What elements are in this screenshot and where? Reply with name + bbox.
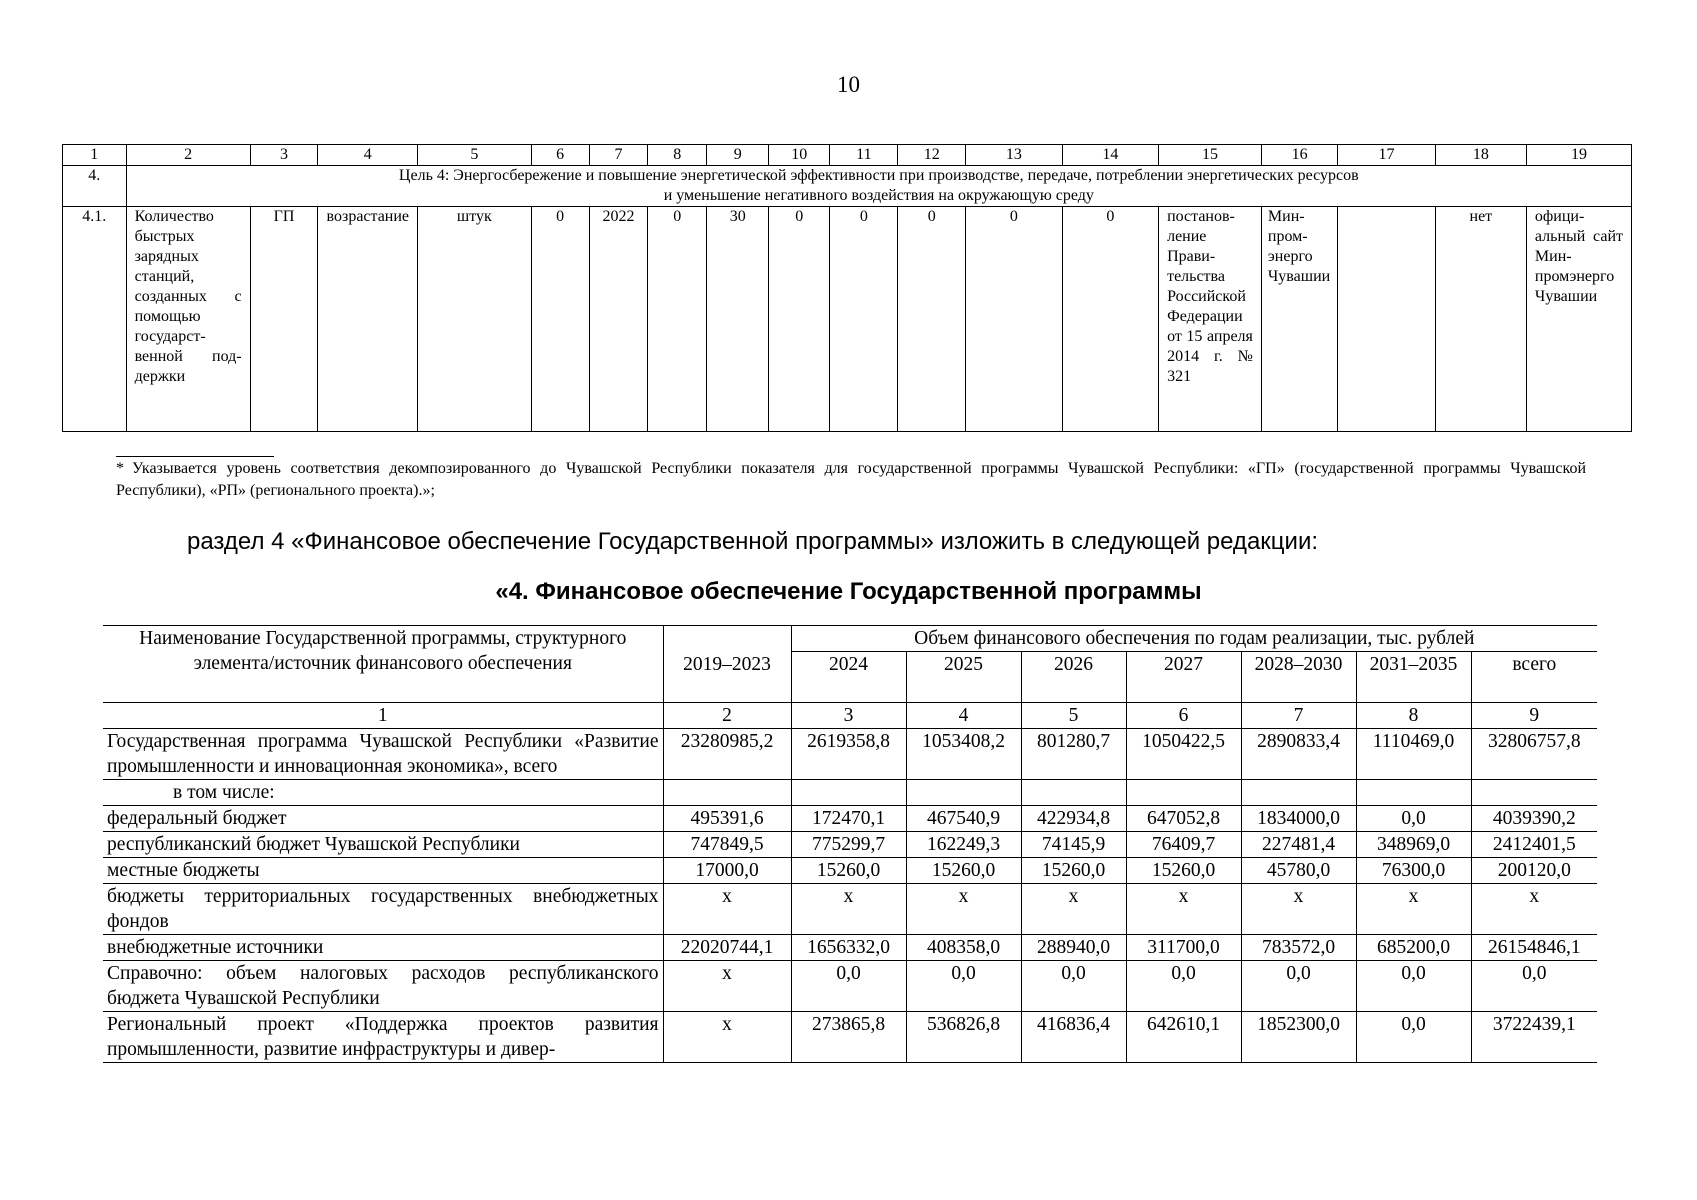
col-number: 11: [830, 145, 898, 166]
row-value: 162249,3: [906, 832, 1021, 858]
column-number-row: [63, 145, 1632, 166]
row-value: 0,0: [1471, 961, 1597, 1012]
body-paragraph: раздел 4 «Финансовое обеспечение Государственной программы» изложить в следующей редакции:: [187, 528, 1319, 555]
col-number: 2: [663, 703, 791, 729]
row-value: 1834000,0: [1241, 806, 1356, 832]
header-row-1: [103, 626, 1597, 652]
year-header: 2027: [1126, 652, 1241, 703]
row-value: 0,0: [1021, 961, 1126, 1012]
row-value: х: [663, 961, 791, 1012]
table-row: [103, 858, 1597, 884]
col-number: 7: [1241, 703, 1356, 729]
row-value: 23280985,2: [663, 729, 791, 780]
row-value: 22020744,1: [663, 935, 791, 961]
row-name: местные бюджеты: [103, 858, 663, 884]
goal-row: [63, 166, 1632, 207]
row-value: [791, 780, 906, 806]
page-number: 10: [837, 72, 860, 97]
table-row: [103, 832, 1597, 858]
row-value: 2619358,8: [791, 729, 906, 780]
row-value: [1021, 780, 1126, 806]
row-value: 76300,0: [1356, 858, 1471, 884]
row-value: 348969,0: [1356, 832, 1471, 858]
indicators-table: [62, 144, 1632, 432]
row-value: [906, 780, 1021, 806]
row-value: 775299,7: [791, 832, 906, 858]
row-value: 15260,0: [906, 858, 1021, 884]
row-value: 311700,0: [1126, 935, 1241, 961]
row-value: х: [1241, 884, 1356, 935]
row-value: х: [1356, 884, 1471, 935]
table-row: [103, 961, 1597, 1012]
row-value: 26154846,1: [1471, 935, 1597, 961]
row-value: 32806757,8: [1471, 729, 1597, 780]
col-number: 9: [707, 145, 768, 166]
row-value: 4039390,2: [1471, 806, 1597, 832]
row-name: Справочно: объем налоговых расходов республиканского бюджета Чувашской Республики: [103, 961, 663, 1012]
goal-text-line1: Цель 4: Энергосбережение и повышение энергетической эффективности при производстве, передаче, потреблении энергетических ресурсов: [398, 167, 1359, 184]
col-number: 9: [1471, 703, 1597, 729]
col-number: 7: [589, 145, 647, 166]
indicator-base-year: 2022: [589, 207, 647, 432]
row-value: 783572,0: [1241, 935, 1356, 961]
row-name: федеральный бюджет: [103, 806, 663, 832]
indicator-unit: штук: [418, 207, 531, 432]
row-value: 0,0: [906, 961, 1021, 1012]
row-value: [663, 780, 791, 806]
indicator-value: 0: [1062, 207, 1158, 432]
financing-table: [103, 625, 1597, 1063]
row-value: [1356, 780, 1471, 806]
row-value: 74145,9: [1021, 832, 1126, 858]
row-value: 200120,0: [1471, 858, 1597, 884]
row-value: 0,0: [1356, 806, 1471, 832]
year-header: всего: [1471, 652, 1597, 703]
col-number: 4: [318, 145, 418, 166]
col-number: 8: [1356, 703, 1471, 729]
year-header: 2024: [791, 652, 906, 703]
table-row: [103, 935, 1597, 961]
indicator-value: 0: [648, 207, 707, 432]
row-value: 273865,8: [791, 1012, 906, 1063]
year-header: 2028–2030: [1241, 652, 1356, 703]
header-volume: Объем финансового обеспечения по годам реализации, тыс. рублей: [791, 626, 1597, 652]
year-header: 2031–2035: [1356, 652, 1471, 703]
col-number: 2: [126, 145, 250, 166]
footnote-separator: [116, 456, 274, 457]
row-value: 15260,0: [791, 858, 906, 884]
row-value: 685200,0: [1356, 935, 1471, 961]
row-value: [1241, 780, 1356, 806]
col-number: 5: [1021, 703, 1126, 729]
col-number: 3: [791, 703, 906, 729]
indicator-col17: [1338, 207, 1436, 432]
indicator-source: официальный сайт Минпромэнерго Чувашии: [1526, 207, 1631, 432]
column-number-row: [103, 703, 1597, 729]
row-value: х: [1021, 884, 1126, 935]
indicator-name: Количество быстрых зарядных станций, созданных с помощью государственной поддержки: [126, 207, 250, 432]
table-row: [103, 884, 1597, 935]
row-value: 2412401,5: [1471, 832, 1597, 858]
indicator-col18: нет: [1435, 207, 1526, 432]
col-number: 15: [1159, 145, 1262, 166]
row-value: 45780,0: [1241, 858, 1356, 884]
indicator-level: ГП: [250, 207, 318, 432]
indicator-number: 4.1.: [63, 207, 127, 432]
indicator-value: 0: [966, 207, 1062, 432]
row-name: бюджеты территориальных государственных внебюджетных фондов: [103, 884, 663, 935]
row-value: 467540,9: [906, 806, 1021, 832]
footnote: [116, 458, 1586, 502]
goal-text: [126, 166, 1631, 207]
row-name: Государственная программа Чувашской Республики «Развитие промышленности и инновационная экономика», всего: [103, 729, 663, 780]
col-number: 12: [898, 145, 966, 166]
year-header: 2019–2023: [663, 652, 791, 703]
header-name: Наименование Государственной программы, структурного элемента/источник финансового обеспечения: [103, 626, 663, 703]
goal-text-line2: и уменьшение негативного воздействия на окружающую среду: [663, 187, 1094, 204]
row-value: 1110469,0: [1356, 729, 1471, 780]
row-value: х: [663, 1012, 791, 1063]
row-value: 416836,4: [1021, 1012, 1126, 1063]
row-value: х: [1471, 884, 1597, 935]
row-value: 2890833,4: [1241, 729, 1356, 780]
col-number: 1: [63, 145, 127, 166]
col-number: 10: [768, 145, 829, 166]
row-value: 495391,6: [663, 806, 791, 832]
col-number: 18: [1435, 145, 1526, 166]
year-header: 2025: [906, 652, 1021, 703]
indicator-responsible: Минпромэнерго Чувашии: [1261, 207, 1337, 432]
row-value: 1053408,2: [906, 729, 1021, 780]
year-header: 2026: [1021, 652, 1126, 703]
row-value: 1050422,5: [1126, 729, 1241, 780]
row-value: [1126, 780, 1241, 806]
table-row: [103, 1012, 1597, 1063]
row-value: 0,0: [1356, 961, 1471, 1012]
row-value: 747849,5: [663, 832, 791, 858]
row-value: 0,0: [791, 961, 906, 1012]
row-value: х: [906, 884, 1021, 935]
row-value: 1656332,0: [791, 935, 906, 961]
col-number: 1: [103, 703, 663, 729]
indicator-document: постановление Правительства Российской Федерации от 15 апреля 2014 г. № 321: [1159, 207, 1262, 432]
col-number: 16: [1261, 145, 1337, 166]
header-blank: [663, 626, 791, 652]
col-number: 4: [906, 703, 1021, 729]
goal-number: 4.: [63, 166, 127, 207]
row-value: 3722439,1: [1471, 1012, 1597, 1063]
row-value: 76409,7: [1126, 832, 1241, 858]
indicator-value: 30: [707, 207, 768, 432]
row-value: 0,0: [1356, 1012, 1471, 1063]
indicator-trend: возрастание: [318, 207, 418, 432]
row-value: 536826,8: [906, 1012, 1021, 1063]
table-row: [103, 780, 1597, 806]
col-number: 6: [531, 145, 589, 166]
row-value: 172470,1: [791, 806, 906, 832]
row-value: 647052,8: [1126, 806, 1241, 832]
footnote-text: Указывается уровень соответствия декомпозированного до Чувашской Республики показателя для государственной программы Чувашской Республики: «ГП» (государственной программы Чувашской Республики), «РП» (регионального проекта).»;: [116, 460, 1586, 499]
row-name: Региональный проект «Поддержка проектов развития промышленности, развитие инфраструктуры и дивер-: [103, 1012, 663, 1063]
row-value: 288940,0: [1021, 935, 1126, 961]
indicator-value: 0: [768, 207, 829, 432]
row-value: 15260,0: [1021, 858, 1126, 884]
col-number: 17: [1338, 145, 1436, 166]
col-number: 13: [966, 145, 1062, 166]
row-value: 642610,1: [1126, 1012, 1241, 1063]
table-row: [103, 806, 1597, 832]
row-name: внебюджетные источники: [103, 935, 663, 961]
row-name: в том числе:: [103, 780, 663, 806]
row-value: 422934,8: [1021, 806, 1126, 832]
indicator-value: 0: [898, 207, 966, 432]
row-value: 0,0: [1241, 961, 1356, 1012]
col-number: 19: [1526, 145, 1631, 166]
row-value: 227481,4: [1241, 832, 1356, 858]
indicator-value: 0: [830, 207, 898, 432]
row-value: х: [791, 884, 906, 935]
row-value: 801280,7: [1021, 729, 1126, 780]
section-title: «4. Финансовое обеспечение Государственной программы: [495, 578, 1202, 605]
table-row: [103, 729, 1597, 780]
row-name: республиканский бюджет Чувашской Республики: [103, 832, 663, 858]
col-number: 5: [418, 145, 531, 166]
row-value: 408358,0: [906, 935, 1021, 961]
indicator-row: [63, 207, 1632, 432]
col-number: 3: [250, 145, 318, 166]
indicator-base-value: 0: [531, 207, 589, 432]
col-number: 14: [1062, 145, 1158, 166]
row-value: х: [1126, 884, 1241, 935]
row-value: х: [663, 884, 791, 935]
footnote-star: *: [116, 460, 124, 477]
row-value: 17000,0: [663, 858, 791, 884]
row-value: 15260,0: [1126, 858, 1241, 884]
row-value: 0,0: [1126, 961, 1241, 1012]
row-value: [1471, 780, 1597, 806]
col-number: 6: [1126, 703, 1241, 729]
row-value: 1852300,0: [1241, 1012, 1356, 1063]
col-number: 8: [648, 145, 707, 166]
